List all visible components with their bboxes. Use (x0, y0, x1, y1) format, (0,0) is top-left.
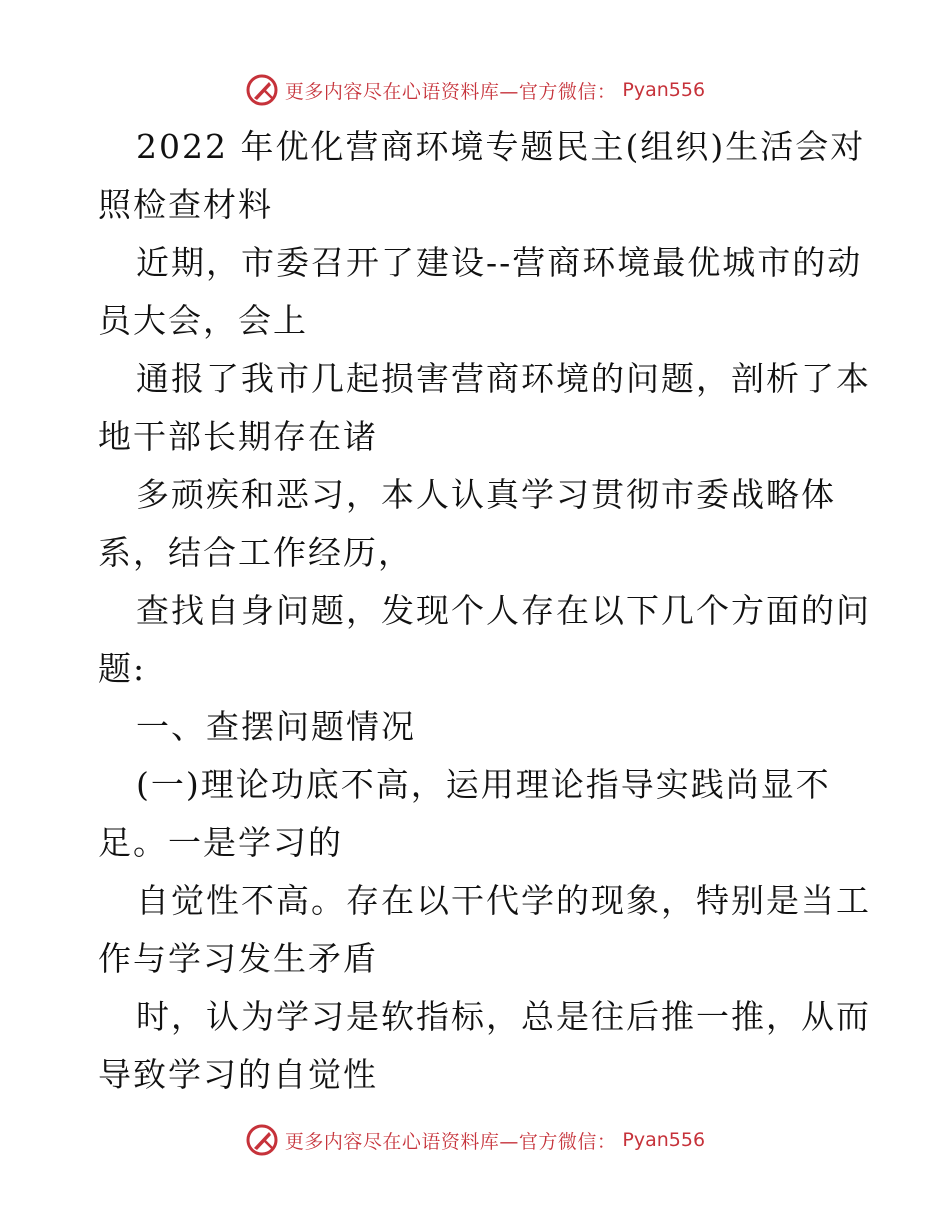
title-line-1: 2022 年优化营商环境专题民主(组织)生活会对 (136, 127, 866, 166)
banner-text: 更多内容尽在心语资料库—官方微信： (284, 80, 617, 103)
paragraph-line: 系，结合工作经历， (98, 533, 413, 572)
paragraph-line: 作与学习发生矛盾 (98, 939, 378, 978)
title-line-2: 照检查材料 (98, 185, 273, 224)
document-body (98, 118, 871, 1104)
banner-wechat-id: Pyan556 (622, 79, 706, 101)
footer-banner (0, 1120, 950, 1160)
header-banner (0, 70, 950, 110)
paragraph-line: 查找自身问题，发现个人存在以下几个方面的问 (136, 591, 871, 630)
paragraph-line: 题: (98, 649, 147, 688)
paragraph-line: 地干部长期存在诸 (98, 417, 378, 456)
paragraph-line: 员大会，会上 (98, 301, 308, 340)
paragraph-line: 导致学习的自觉性 (98, 1055, 378, 1094)
paragraph-line: 近期，市委召开了建设--营商环境最优城市的动 (136, 243, 863, 282)
banner-text: 更多内容尽在心语资料库—官方微信： (284, 1130, 617, 1153)
subsection-heading: (一)理论功底不高，运用理论指导实践尚显不 (136, 765, 831, 804)
feather-pen-seal-icon (245, 1123, 279, 1157)
feather-pen-seal-icon (245, 73, 279, 107)
paragraph-line: 足。一是学习的 (98, 823, 343, 862)
paragraph-line: 时，认为学习是软指标，总是往后推一推，从而 (136, 997, 871, 1036)
section-heading: 一、查摆问题情况 (136, 707, 416, 746)
paragraph-line: 自觉性不高。存在以干代学的现象，特别是当工 (136, 881, 871, 920)
banner-wechat-id: Pyan556 (622, 1129, 706, 1151)
paragraph-line: 多顽疾和恶习，本人认真学习贯彻市委战略体 (136, 475, 836, 514)
paragraph-line: 通报了我市几起损害营商环境的问题，剖析了本 (136, 359, 871, 398)
